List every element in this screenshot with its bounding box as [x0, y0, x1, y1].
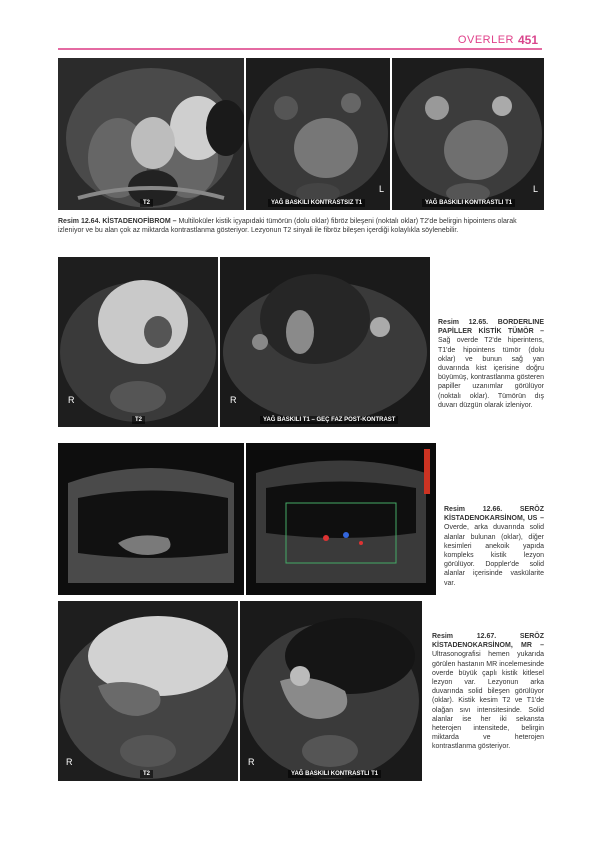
caption-title: Resim 12.65. BORDERLINE PAPİLLER KİSTİK TÜMÖR – [438, 319, 544, 336]
figure-caption [432, 632, 544, 752]
orientation-label: L [378, 184, 384, 194]
figure-caption [438, 318, 544, 410]
header-rule [58, 48, 542, 50]
mri-panel-t2-serous [58, 601, 238, 781]
orientation-label: R [66, 757, 73, 767]
caption-title: Resim 12.67. SERÖZ KİSTADENOKARSİNOM, MR – [432, 633, 544, 650]
sequence-label: YAĞ BASKILI KONTRASTSIZ T1 [268, 199, 365, 207]
mri-panel-t1-fs-precontrast [246, 58, 390, 210]
mri-panel-t1-late-phase [220, 257, 430, 427]
caption-title: Resim 12.66. SERÖZ KİSTADENOKARSİNOM, US – [444, 506, 544, 523]
sequence-label: YAĞ BASKILI T1 – GEÇ FAZ POST-KONTRAST [260, 416, 398, 424]
sequence-label: T2 [140, 199, 153, 207]
sequence-label: T2 [132, 416, 145, 424]
mri-panel-t2-borderline [58, 257, 218, 427]
sequence-label: YAĞ BASKILI KONTRASTLI T1 [288, 770, 381, 778]
caption-text: Multiloküler kistik içyapıdaki tümörün (dolu oklar) fibröz bileşeni (noktalı oklar) T2'de belirgin hipointens olarak izleniyor ve bu alan çok az miktarda kontrastlanma gösteriyor. Lezyonun T2 sinyali ile fibröz bileşen içerdiği kolaylıkla söylenebilir. [58, 218, 517, 234]
caption-text: Overde, arka duvarında solid alanlar bulunan (oklar), diğer kesimleri anekoik yapıda kompleks kistik lezyon görülüyor. Doppler'de solid alanlar içerisinde vaskülarite var. [444, 524, 544, 587]
section-title: OVERLER [457, 34, 514, 46]
orientation-label: R [230, 395, 237, 405]
orientation-label: R [248, 757, 255, 767]
orientation-label: R [68, 395, 75, 405]
ultrasound-panel-grayscale [58, 443, 244, 595]
page-header [0, 0, 600, 50]
orientation-label: L [532, 184, 538, 194]
caption-text: Ultrasonografisi hemen yukarıda görülen hastanın MR incelemesinde overde büyük çaplı kistik kitlesel lezyon var. Lezyonun arka duvarında solid bileşen görülüyor (oklar). Kistik kesim T2 ve T1'de olağan sıvı intensitesinde. Solid alanlar ise her iki sekansta heterojen intensitede, belirgin miktarda ve heterojen kontrastlanma gösteriyor. [432, 651, 544, 751]
caption-title: Resim 12.64. KİSTADENOFİBROM – [58, 218, 177, 225]
page-number: 451 [517, 33, 538, 47]
caption-text: Sağ overde T2'de hiperintens, T1'de hipointens tümör (dolu oklar) ve bunun sağ yan duvarında kist içerisine doğru büyümüş, kontrastlanma gösteren papiller uzanımlar görülüyor (noktalı oklar). Tümörün dış duvarı düzgün olarak izleniyor. [438, 337, 544, 409]
sequence-label: T2 [140, 770, 153, 778]
mri-panel-t1-fs-postcontrast-serous [240, 601, 422, 781]
sequence-label: YAĞ BASKILI KONTRASTLI T1 [422, 199, 515, 207]
figure-caption [58, 217, 544, 235]
mri-panel-t2-cystadenofibroma [58, 58, 244, 210]
ultrasound-panel-doppler [246, 443, 436, 595]
figure-caption [444, 505, 544, 588]
mri-panel-t1-fs-postcontrast [392, 58, 544, 210]
